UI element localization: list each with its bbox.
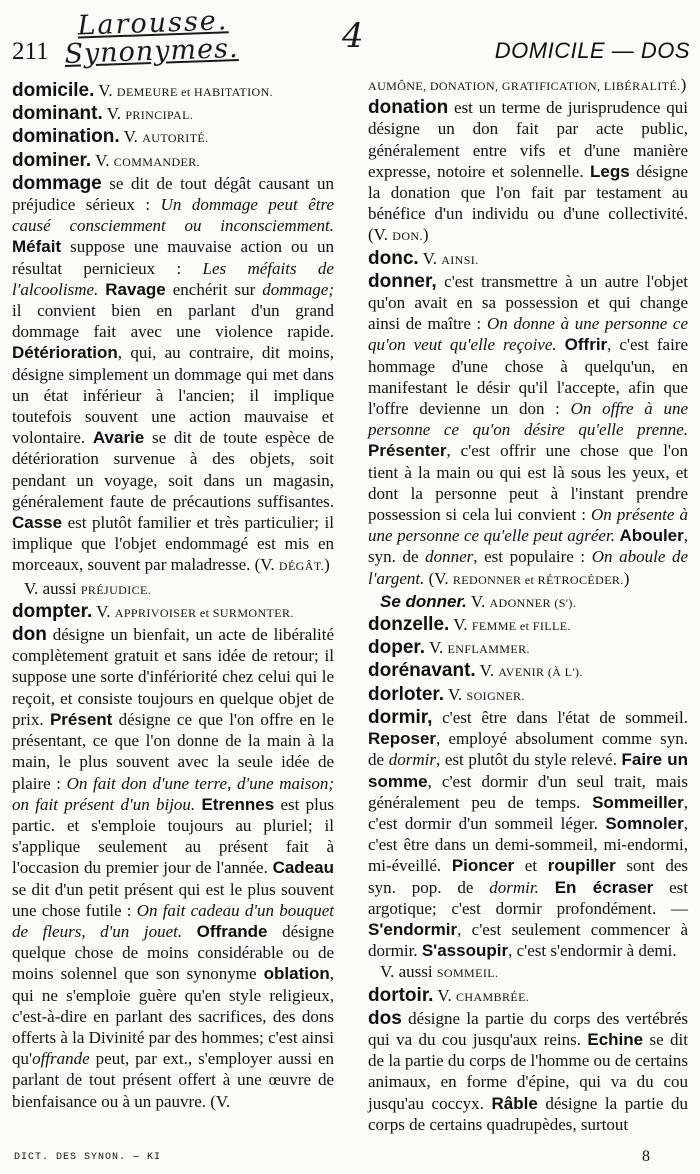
headword: dommage xyxy=(12,172,102,194)
entry-dominant: dominant. V. PRINCIPAL. xyxy=(12,103,194,125)
synonym: Cadeau xyxy=(272,858,334,878)
cross-reference: DÉGÂT. xyxy=(278,559,325,574)
headword: donation xyxy=(368,97,449,119)
handwritten-note xyxy=(63,7,239,69)
footer-signature: DICT. DES SYNON. — KI xyxy=(14,1152,162,1163)
headword: donc. xyxy=(368,247,419,269)
cross-reference: FEMME et FILLE. xyxy=(471,619,571,634)
page-number: 211 xyxy=(12,38,49,65)
synonym: oblation xyxy=(263,964,330,984)
synonym: Echine xyxy=(587,1029,644,1049)
example: offrande xyxy=(32,1049,90,1069)
headword: dorloter. xyxy=(368,683,445,705)
entry-domination: domination. V. AUTORITÉ. xyxy=(12,126,209,148)
cross-reference: COMMANDER. xyxy=(113,154,201,169)
cross-reference: APPRIVOISER et SURMONTER. xyxy=(114,605,294,620)
cross-reference: AUTORITÉ. xyxy=(142,131,209,146)
synonym: Sommeiller xyxy=(592,792,684,812)
see-also: V. aussi PRÉJUDICE. xyxy=(24,578,152,598)
headword: don xyxy=(12,624,47,646)
synonym: Pioncer xyxy=(451,856,515,876)
example: On fait cadeau d'un bouquet de fleurs, d'un jouet. xyxy=(12,900,334,941)
cross-reference: ENFLAMMER. xyxy=(447,642,530,657)
left-column xyxy=(12,80,334,1112)
entry-don: don désigne un bienfait, un acte de libéralité complètement gratuit et sans idée de retour; il suppose une sorte d'infériorité chez celui qui le reçoit, et consiste toujours en quelque objet de prix. Présent désigne ce que l'on offre en le présentant, ce que l'on donne de la main à la main, le plus souvent avec la seule idée de plaire : On fait don d'une terre, d'une maison; on fait présent d'un bijou. Etrennes est plus partic. et s'emploie toujours au pluriel; il s'applique seulement au présent fait à l'occasion du premier jour de l'année. Cadeau se dit d'un petit présent qui est le plus souvent une chose futile : On fait cadeau d'un bouquet de fleurs, d'un jouet. Offrande désigne quelque chose de moins considérable ou de moins solennel que son synonyme oblation, qui ne s'emploie guère qu'en style religieux, c'est-à-dire en parlant des sacrifices, des dons offerts à la Divinité par des hommes; c'est ainsi qu'offrande peut, par ext., s'employer aussi en parlant de tout présent offert à une œuvre de bienfaisance ou à un pauvre. (V. xyxy=(12,624,335,1111)
entry-doper: doper. V. ENFLAMMER. xyxy=(368,637,530,659)
cross-reference: SOIGNER. xyxy=(466,688,525,703)
synonym: S'endormir xyxy=(368,919,458,939)
synonym: Offrande xyxy=(196,921,268,941)
synonym: roupiller xyxy=(547,856,616,876)
entry-dortoir: dortoir. V. CHAMBRÉE. xyxy=(368,984,530,1006)
headword: dorénavant. xyxy=(368,660,476,682)
cross-reference: PRINCIPAL. xyxy=(125,108,194,123)
example: donner xyxy=(425,547,474,567)
example: Les méfaits de l'alcoolisme. xyxy=(12,258,334,299)
synonym: Casse xyxy=(12,513,63,533)
example: On fait don d'une terre, d'une maison; on fait présent d'un bijou. xyxy=(12,773,335,814)
cross-reference: AVENIR (À L'). xyxy=(498,665,583,680)
headword: dos xyxy=(368,1007,402,1029)
entry-dominer: dominer. V. COMMANDER. xyxy=(12,149,201,171)
right-column xyxy=(368,74,688,1135)
synonym: Etrennes xyxy=(201,794,275,814)
entry-dos: dos désigne la partie du corps des vertébrés qui va du cou jusqu'aux reins. Echine se dit de la partie du corps de l'homme ou de certains animaux, en forme d'épine, qui va du cou jusqu'au coccyx. Râble désigne la partie du corps de certains quadrupèdes, surtout xyxy=(368,1007,689,1134)
entry-donc: donc. V. AINSI. xyxy=(368,247,479,269)
synonym: S'assoupir xyxy=(421,941,509,961)
cross-reference: SOMMEIL. xyxy=(436,966,499,981)
example: On présente à une personne ce qu'elle peut agréer. xyxy=(368,505,688,546)
headword: domination. xyxy=(12,126,120,148)
synonym: Présenter xyxy=(368,441,447,461)
handwritten-line-1: Larousse. xyxy=(76,5,229,42)
example: On offre à une personne ce qu'on désire qu'elle prenne. xyxy=(368,399,688,440)
page-header xyxy=(12,5,692,74)
cross-reference: AUMÔNE, DONATION, GRATIFICATION, LIBÉRALITÉ. xyxy=(368,79,681,93)
headword: dormir, xyxy=(368,706,433,728)
synonym: Méfait xyxy=(12,237,62,257)
cross-reference: CHAMBRÉE. xyxy=(455,989,530,1004)
synonym: Abouler xyxy=(619,526,684,546)
synonym: Reposer xyxy=(368,729,437,749)
synonym: Détérioration xyxy=(12,343,118,363)
headword: donner, xyxy=(368,270,437,292)
synonym: Offrir xyxy=(564,335,608,355)
headword: dompter. xyxy=(12,600,93,622)
footer-sheet-number: 8 xyxy=(642,1148,650,1165)
handwritten-mark: 4 xyxy=(342,16,364,56)
see-also: V. aussi SOMMEIL. xyxy=(380,962,499,982)
entry-domicile: domicile. V. DEMEURE et HABITATION. xyxy=(12,80,274,101)
synonym: Somnoler xyxy=(605,813,684,833)
example: dormir xyxy=(388,750,436,770)
cross-reference: AINSI. xyxy=(441,252,479,267)
entry-don-continued: AUMÔNE, DONATION, GRATIFICATION, LIBÉRALITÉ.) xyxy=(368,75,687,94)
entry-donation: donation est un terme de jurisprudence qui désigne un don fait par acte public, généralement entre vifs et d'une manière expresse, notoire et solennelle. Legs désigne la donation que l'on fait par testament au bénéfice d'un individu ou d'une collectivité. (V. DON.) xyxy=(368,97,689,245)
synonym: Râble xyxy=(491,1093,538,1113)
entry-dorloter: dorloter. V. SOIGNER. xyxy=(368,683,525,705)
sub-headword: Se donner. xyxy=(380,591,467,611)
cross-reference: REDONNER et RÉTROCÉDER. xyxy=(452,572,624,587)
headword: dominer. xyxy=(12,149,92,171)
cross-reference: DEMEURE et HABITATION. xyxy=(116,85,274,99)
handwritten-line-2: Synonymes. xyxy=(63,32,240,71)
entry-dormir: dormir, c'est être dans l'état de sommeil. Reposer, employé absolument comme syn. de dormir, est plutôt du style relevé. Faire un somme, c'est dormir d'un seul trait, mais généralement peu de temps. Sommeiller, c'est dormir d'un sommeil léger. Somnoler, c'est être dans un demi-sommeil, mi-endormi, mi-éveillé. Pioncer et roupiller sont des syn. pop. de dormir. En écraser est argotique; c'est dormir profondément. — S'endormir, c'est seulement commencer à dormir. S'assoupir, c'est s'endormir à demi. xyxy=(368,706,689,961)
synonym: Ravage xyxy=(105,279,166,299)
headword: doper. xyxy=(368,637,426,659)
entry-dorenavant: dorénavant. V. AVENIR (À L'). xyxy=(368,660,583,682)
example: dormir. xyxy=(489,877,539,897)
example: On donne à une personne ce qu'on veut qu'elle reçoive. xyxy=(368,314,688,355)
synonym: En écraser xyxy=(554,877,654,897)
entry-donzelle: donzelle. V. FEMME et FILLE. xyxy=(368,614,571,636)
cross-reference: PRÉJUDICE. xyxy=(80,582,152,597)
headword: donzelle. xyxy=(368,614,450,636)
headword: domicile. xyxy=(12,80,95,101)
example: On aboule de l'argent. xyxy=(368,547,688,588)
running-head: DOMICILE — DOS xyxy=(494,38,690,63)
headword: dortoir. xyxy=(368,984,434,1006)
synonym: Faire un somme xyxy=(368,750,689,791)
synonym: Présent xyxy=(49,709,113,729)
entry-se-donner: Se donner. V. ADONNER (S'). xyxy=(380,591,577,611)
entry-donner: donner, c'est transmettre à un autre l'objet qu'on avait en sa possession et qui change ainsi de maître : On donne à une personne ce qu'on veut qu'elle reçoive. Offrir, c'est faire hommage d'une chose à quelqu'un, en manifestant le désir qu'il l'accepte, afin que l'offre devienne un don : On offre à une personne ce qu'on désire qu'elle prenne. Présenter, c'est offrir une chose que l'on tient à la main ou qui est là sous les yeux, et dont la personne peut à l'instant prendre possession si cela lui convient : On présente à une personne ce qu'elle peut agréer. Abouler, syn. de donner, est populaire : On aboule de l'argent. (V. REDONNER et RÉTROCÉDER.) xyxy=(368,270,689,588)
entry-dompter: dompter. V. APPRIVOISER et SURMONTER. xyxy=(12,600,294,622)
synonym: Legs xyxy=(589,161,630,181)
cross-reference: ADONNER (S'). xyxy=(489,595,577,610)
cross-reference: DON. xyxy=(392,229,423,244)
synonym: Avarie xyxy=(92,428,145,448)
example: dommage; xyxy=(262,279,335,299)
example: Un dommage peut être causé consciemment ou inconsciemment. xyxy=(12,195,334,236)
headword: dominant. xyxy=(12,103,103,125)
entry-dommage: dommage se dit de tout dégât causant un préjudice sérieux : Un dommage peut être causé consciemment ou inconsciemment. Méfait suppose une mauvaise action ou un résultat pernicieux : Les méfaits de l'alcoolisme. Ravage enchérit sur dommage; il convient bien en parlant d'un grand dommage fait avec une violence rapide. Détérioration, qui, au contraire, dit moins, désigne simplement un dommage qui met dans un état inférieur à l'ancien; il implique toutefois souvent une action mauvaise et volontaire. Avarie se dit de toute espèce de détérioration survenue à des objets, soit pendant un voyage, soit dans un magasin, généralement faute de précautions suffisantes. Casse est plutôt familier et très particulier; il implique que l'objet endommagé est mis en morceaux, souvent par maladresse. (V. DÉGÂT.) xyxy=(12,172,335,575)
